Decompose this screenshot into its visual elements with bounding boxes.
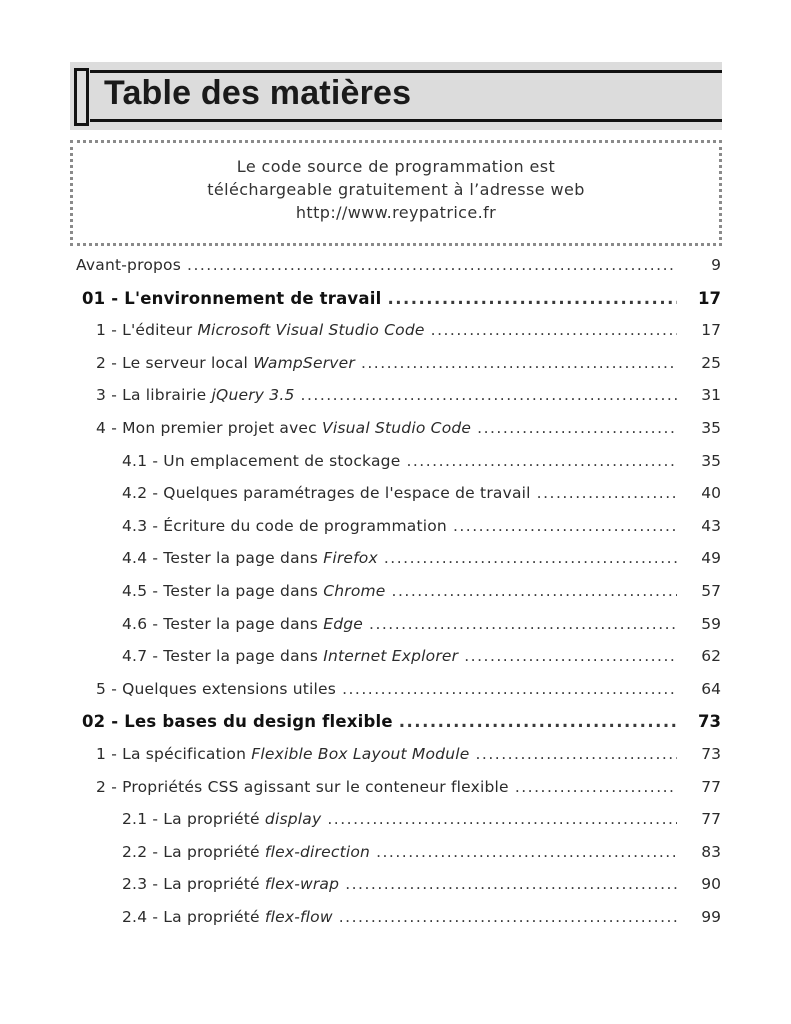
toc-entry-label xyxy=(82,289,381,308)
toc-entry-label xyxy=(76,256,181,274)
toc-dot-leader xyxy=(476,745,678,763)
toc-entry[interactable] xyxy=(82,289,721,319)
toc-entry-label xyxy=(96,745,470,763)
toc-page-number: 35 xyxy=(701,451,721,470)
toc-entry[interactable] xyxy=(122,549,721,579)
toc-dot-leader xyxy=(339,908,677,926)
toc-entry-italic-text: Microsoft Visual Studio Code xyxy=(197,321,425,340)
toc-entry-text: 4.7 - Tester la page dans xyxy=(122,647,324,666)
toc-entry-italic-text: flex-direction xyxy=(264,842,371,861)
toc-page-number: 77 xyxy=(701,810,721,829)
toc-dot-leader xyxy=(387,289,677,308)
toc-entry-italic-text: jQuery 3.5 xyxy=(211,386,295,405)
toc-dot-leader xyxy=(477,419,677,437)
toc-entry-label xyxy=(122,647,458,665)
toc-entry-label xyxy=(122,810,321,828)
toc-entry-text: 2 - Le serveur local xyxy=(96,353,254,372)
toc-page-number: 73 xyxy=(698,712,721,732)
toc-entry[interactable] xyxy=(122,517,721,547)
toc-entry-label xyxy=(96,680,336,698)
toc-entry-text: 4.2 - Quelques paramétrages de l'espace de travail xyxy=(122,484,531,503)
toc-entry-italic-text: Internet Explorer xyxy=(323,647,459,666)
toc-entry-label xyxy=(122,452,400,470)
toc-entry-label xyxy=(122,484,531,502)
toc-entry-label xyxy=(96,321,425,339)
toc-page-number: 64 xyxy=(701,679,721,698)
toc-entry-italic-text: flex-flow xyxy=(264,908,333,926)
toc-page-number: 57 xyxy=(701,582,721,600)
toc-entry-text: 01 - L'environnement de travail xyxy=(82,288,382,308)
toc-entry[interactable] xyxy=(122,843,721,873)
toc-dot-leader xyxy=(392,582,677,600)
toc-dot-leader xyxy=(515,778,677,796)
toc-entry-label xyxy=(122,549,378,567)
toc-dot-leader xyxy=(453,517,677,535)
toc-dot-leader xyxy=(406,452,677,470)
toc-entry-label xyxy=(122,843,370,861)
toc-entry-text: 2.3 - La propriété xyxy=(122,875,265,894)
download-notice-box xyxy=(70,140,722,246)
toc-page-number: 49 xyxy=(701,549,721,568)
toc-entry[interactable] xyxy=(122,615,721,645)
toc-dot-leader xyxy=(187,256,677,274)
toc-page-number: 31 xyxy=(701,386,721,405)
toc-dot-leader xyxy=(327,810,677,828)
toc-entry-label xyxy=(122,582,386,600)
toc-entry-italic-text: WampServer xyxy=(253,353,355,372)
toc-entry[interactable] xyxy=(96,354,721,384)
toc-entry-text: 3 - La librairie xyxy=(96,386,212,405)
toc-entry-text: 1 - La spécification xyxy=(96,745,252,763)
toc-page-number: 59 xyxy=(701,614,721,633)
toc-entry-label xyxy=(122,615,363,633)
toc-dot-leader xyxy=(376,843,677,861)
toc-page-number: 62 xyxy=(701,647,721,666)
toc-entry-italic-text: Visual Studio Code xyxy=(322,419,472,437)
toc-entry-text: 2 - Propriétés CSS agissant sur le conteneur flexible xyxy=(96,777,509,796)
toc-entry[interactable] xyxy=(96,778,721,808)
toc-entry[interactable] xyxy=(122,484,721,514)
toc-dot-leader xyxy=(384,549,677,567)
page-title: Table des matières xyxy=(104,74,412,112)
toc-page-number: 73 xyxy=(701,745,721,763)
toc-page-number: 99 xyxy=(701,908,721,926)
toc-entry-text: 5 - Quelques extensions utiles xyxy=(96,679,337,698)
toc-entry-text: 4.1 - Un emplacement de stockage xyxy=(122,451,401,470)
toc-entry[interactable] xyxy=(96,745,721,775)
toc-entry[interactable] xyxy=(122,452,721,482)
toc-entry-italic-text: Chrome xyxy=(323,582,386,600)
toc-entry[interactable] xyxy=(76,256,721,286)
toc-entry-label xyxy=(122,908,333,926)
notice-line-2: téléchargeable gratuitement à l’adresse web xyxy=(207,180,585,199)
toc-page-number: 77 xyxy=(701,777,721,796)
toc-entry-text: 4.3 - Écriture du code de programmation xyxy=(122,516,447,535)
toc-entry-text: 4.4 - Tester la page dans xyxy=(122,549,324,568)
toc-entry-text: 1 - L'éditeur xyxy=(96,321,198,340)
title-bracket-ornament xyxy=(74,68,86,126)
title-rule-top xyxy=(90,70,722,73)
toc-entry-text: 02 - Les bases du design flexible xyxy=(82,712,393,732)
toc-entry[interactable] xyxy=(122,582,721,612)
toc-page-number: 40 xyxy=(701,484,721,503)
toc-entry-label xyxy=(96,419,471,437)
toc-entry-text: 2.1 - La propriété xyxy=(122,810,265,829)
toc-entry[interactable] xyxy=(96,386,721,416)
toc-entry-italic-text: display xyxy=(264,810,322,829)
toc-page-number: 17 xyxy=(701,321,721,340)
toc-entry-text: 4 - Mon premier projet avec xyxy=(96,419,323,437)
toc-entry-label xyxy=(122,517,447,535)
toc-page-number: 43 xyxy=(701,516,721,535)
notice-line-1: Le code source de programmation est xyxy=(236,157,556,176)
toc-entry-italic-text: Flexible Box Layout Module xyxy=(251,745,470,763)
toc-entry-text: 2.2 - La propriété xyxy=(122,842,265,861)
toc-entry-italic-text: flex-wrap xyxy=(264,875,340,894)
toc-dot-leader xyxy=(464,647,677,665)
toc-entry[interactable] xyxy=(96,680,721,710)
toc-page-number: 9 xyxy=(711,256,721,274)
toc-dot-leader xyxy=(342,680,677,698)
title-rule-bottom xyxy=(90,119,722,122)
toc-page-number: 17 xyxy=(698,288,721,308)
notice-line-3[interactable]: http://www.reypatrice.fr xyxy=(295,203,497,222)
toc-entry[interactable] xyxy=(122,647,721,677)
toc-page-number: 90 xyxy=(701,875,721,894)
toc-dot-leader xyxy=(431,321,677,339)
toc-page-number: 25 xyxy=(701,353,721,372)
toc-dot-leader xyxy=(345,875,677,893)
toc-entry-text: 4.5 - Tester la page dans xyxy=(122,582,324,600)
toc-page-number: 83 xyxy=(701,842,721,861)
toc-entry[interactable] xyxy=(82,712,721,742)
toc-dot-leader xyxy=(537,484,677,502)
toc-entry-text: 4.6 - Tester la page dans xyxy=(122,614,324,633)
toc-entry-label xyxy=(96,778,509,796)
toc-entry[interactable] xyxy=(96,321,721,351)
toc-dot-leader xyxy=(301,386,677,404)
toc-dot-leader xyxy=(399,712,677,731)
toc-entry-text: 2.4 - La propriété xyxy=(122,908,265,926)
toc-entry-label xyxy=(96,354,355,372)
toc-entry-italic-text: Edge xyxy=(323,614,364,633)
toc-entry[interactable] xyxy=(122,810,721,840)
toc-entry-text: Avant-propos xyxy=(76,256,182,274)
toc-dot-leader xyxy=(369,615,677,633)
toc-entry-italic-text: Firefox xyxy=(323,549,378,568)
toc-entry[interactable] xyxy=(122,908,721,938)
toc-dot-leader xyxy=(361,354,677,372)
toc-entry-label xyxy=(96,386,295,404)
toc-page-number: 35 xyxy=(701,419,721,437)
toc-entry-label xyxy=(82,712,393,731)
toc-entry[interactable] xyxy=(96,419,721,449)
toc-entry[interactable] xyxy=(122,875,721,905)
toc-entry-label xyxy=(122,875,339,893)
